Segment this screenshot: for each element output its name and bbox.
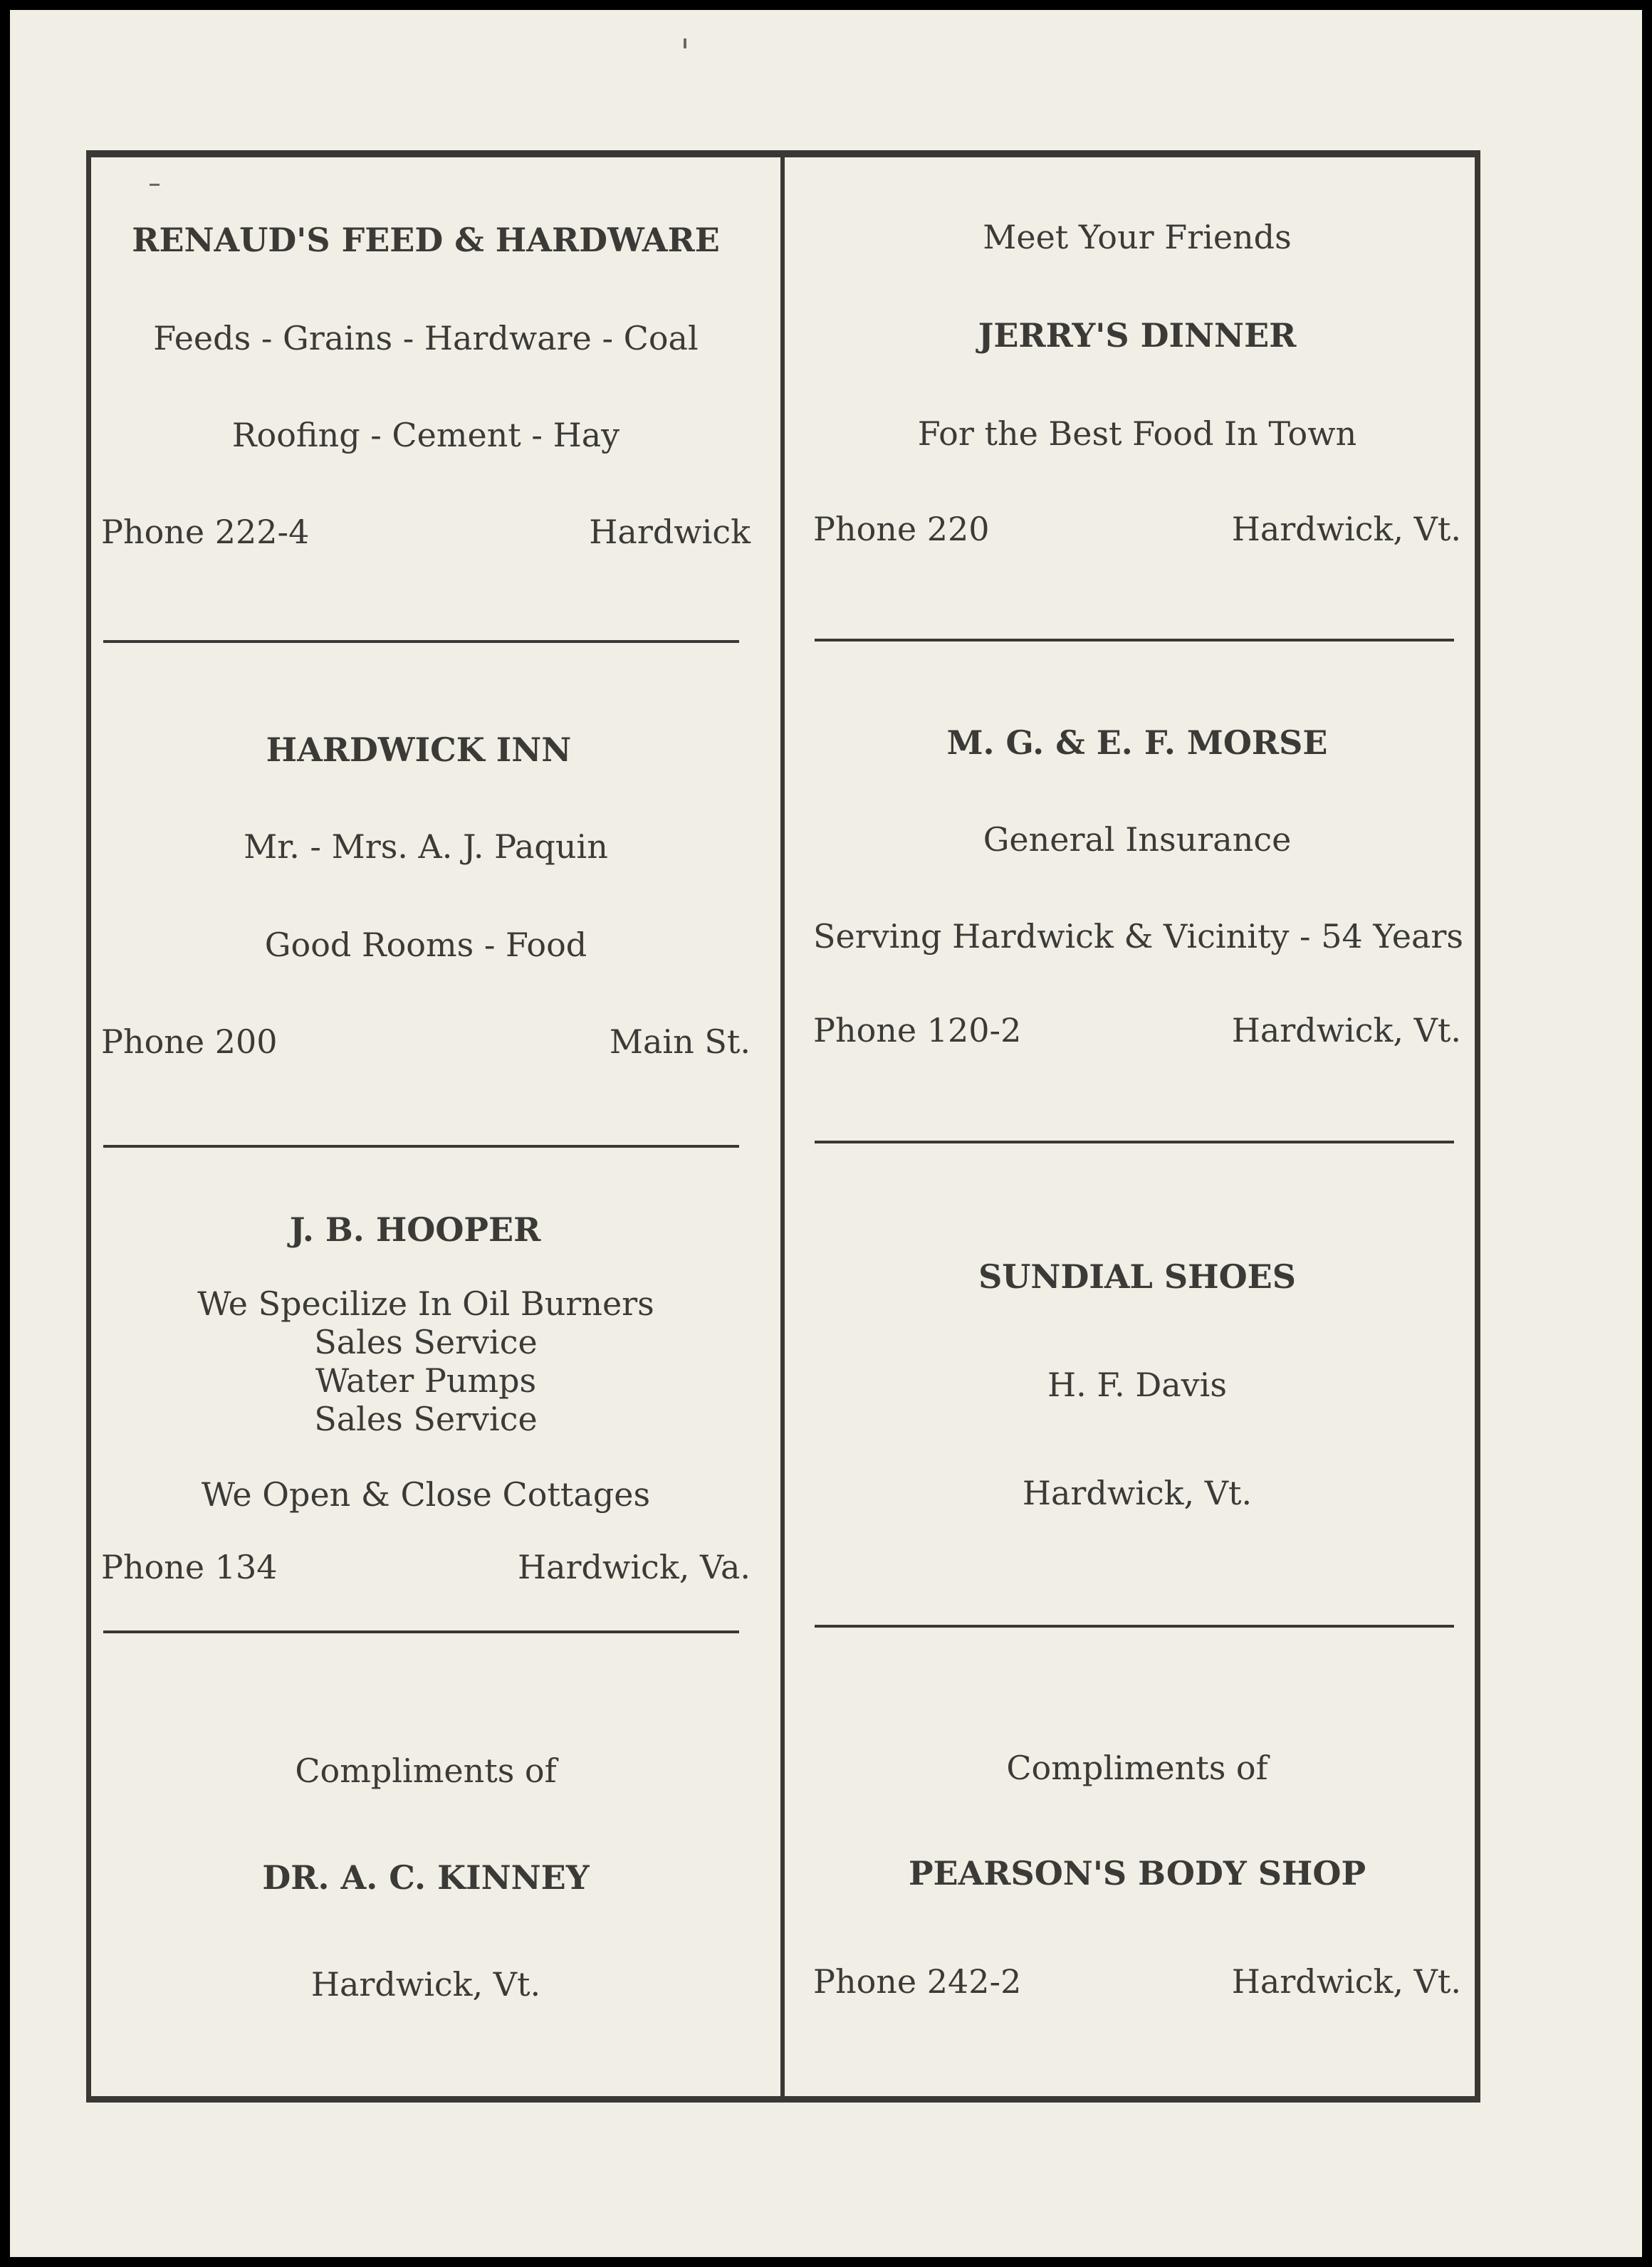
ad-footer <box>813 510 1461 548</box>
ad-owners: Mr. - Mrs. A. J. Paquin <box>244 827 608 866</box>
phone: Phone 242-2 <box>813 1962 1022 2001</box>
rule-left-3 <box>103 1630 739 1633</box>
ad-name: DR. A. C. KINNEY <box>262 1858 590 1897</box>
ad-line: We Open & Close Cottages <box>201 1475 651 1514</box>
ad-location: Hardwick, Vt. <box>310 1965 541 2004</box>
ad-tagline: For the Best Food In Town <box>917 414 1357 453</box>
ad-hooper <box>101 1210 751 1598</box>
ad-footer <box>101 1548 751 1586</box>
rule-right-3 <box>815 1625 1454 1628</box>
ad-kinney <box>101 1754 751 2039</box>
phone: Phone 220 <box>813 510 990 548</box>
column-divider <box>780 157 785 2096</box>
ad-line: We Specilize In Oil Burners <box>197 1284 654 1323</box>
ad-line: Water Pumps <box>315 1361 537 1400</box>
directory-page <box>10 10 1642 2257</box>
location: Hardwick, Va. <box>518 1548 751 1586</box>
ad-location: Hardwick, Vt. <box>1022 1474 1253 1512</box>
ad-line: General Insurance <box>983 820 1292 859</box>
print-speck <box>150 184 160 186</box>
ad-hardwick-inn <box>101 733 751 1089</box>
location: Hardwick <box>589 513 751 551</box>
ad-tagline: Good Rooms - Food <box>264 926 587 964</box>
ad-footer <box>101 513 751 551</box>
ad-owner: H. F. Davis <box>1047 1366 1227 1404</box>
ad-name: RENAUD'S FEED & HARDWARE <box>132 221 720 259</box>
ad-jerry <box>813 218 1461 577</box>
ad-line: Sales Service <box>314 1400 538 1438</box>
ad-line: Roofing - Cement - Hay <box>231 416 620 454</box>
ad-name: M. G. & E. F. MORSE <box>946 723 1328 762</box>
ad-name: SUNDIAL SHOES <box>978 1257 1296 1296</box>
rule-right-1 <box>815 639 1454 642</box>
ad-name: HARDWICK INN <box>266 731 572 769</box>
phone: Phone 134 <box>101 1548 278 1586</box>
ad-line: Serving Hardwick & Vicinity - 54 Years <box>813 917 1463 956</box>
location: Hardwick, Vt. <box>1231 510 1461 548</box>
ad-intro: Meet Your Friends <box>983 218 1292 256</box>
rule-left-1 <box>103 640 739 643</box>
ad-sundial <box>813 1257 1461 1545</box>
ad-morse <box>813 723 1463 1082</box>
ad-footer <box>813 1962 1461 2001</box>
ad-line: Sales Service <box>314 1323 538 1361</box>
rule-right-2 <box>815 1141 1454 1143</box>
ad-renaud <box>101 221 751 580</box>
ad-intro: Compliments of <box>295 1752 557 1790</box>
phone: Phone 222-4 <box>101 513 310 551</box>
print-speck <box>684 38 686 48</box>
location: Hardwick, Vt. <box>1231 1962 1461 2001</box>
rule-left-2 <box>103 1145 739 1148</box>
phone: Phone 120-2 <box>813 1011 1022 1049</box>
phone: Phone 200 <box>101 1022 278 1061</box>
location: Main St. <box>609 1022 751 1061</box>
ad-footer <box>813 1011 1461 1049</box>
ad-footer <box>101 1022 751 1061</box>
location: Hardwick, Vt. <box>1231 1011 1461 1049</box>
ad-name: JERRY'S DINNER <box>978 316 1297 355</box>
ad-name: J. B. HOOPER <box>289 1210 541 1249</box>
ad-intro: Compliments of <box>1006 1749 1268 1787</box>
ad-name: PEARSON'S BODY SHOP <box>908 1854 1366 1892</box>
ad-line: Feeds - Grains - Hardware - Coal <box>153 319 699 357</box>
ad-pearson <box>813 1749 1461 2036</box>
